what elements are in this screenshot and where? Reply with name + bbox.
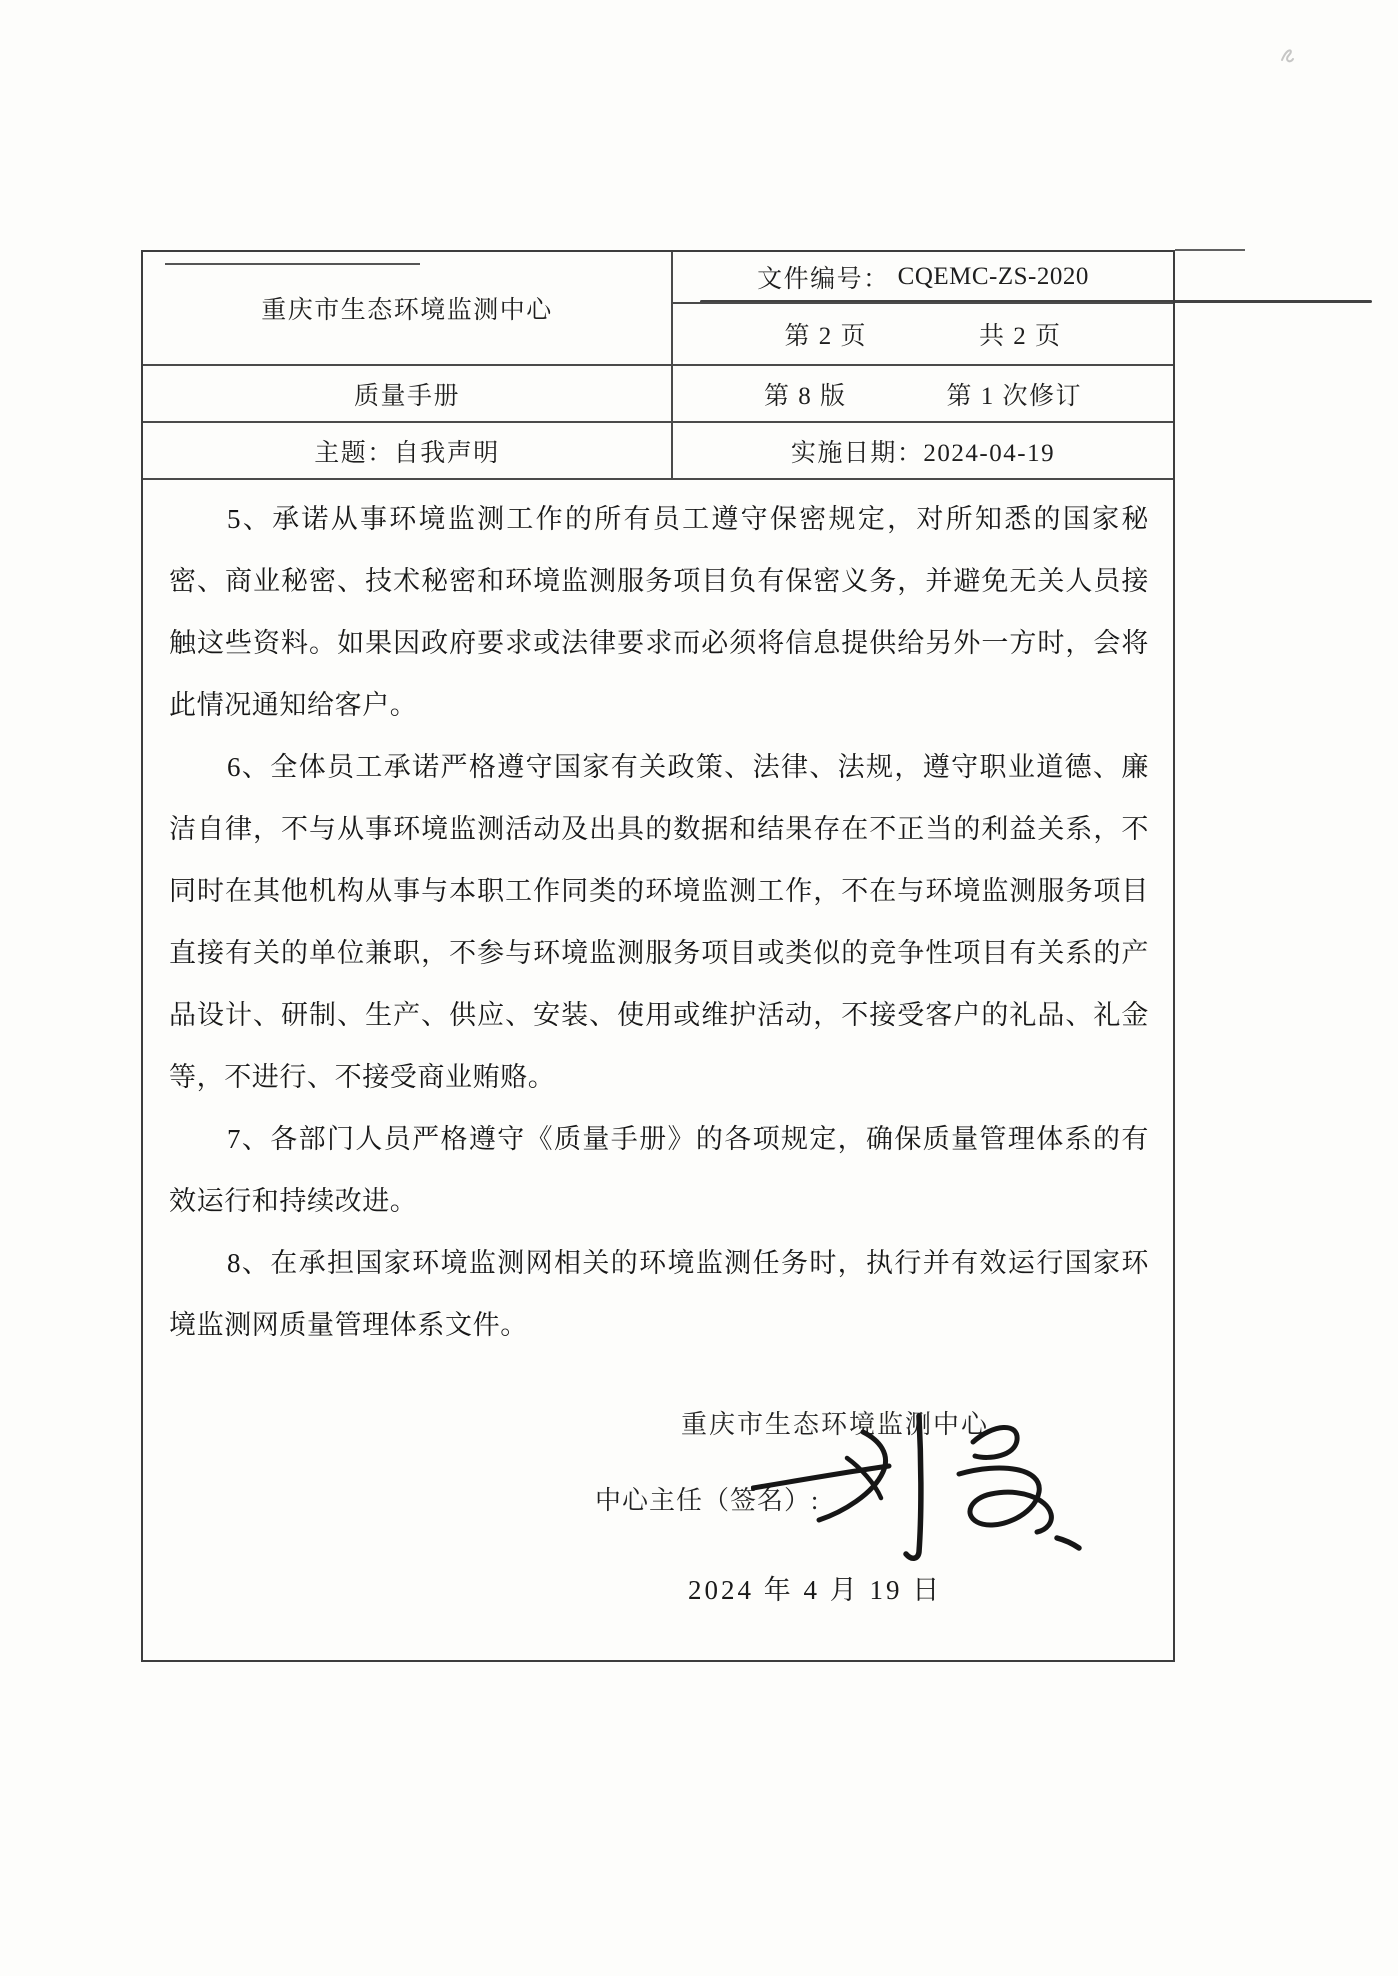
page-total: 共 2 页 (979, 323, 1062, 350)
signature-organization: 重庆市生态环境监测中心 (681, 1410, 990, 1439)
header-cell-file-number (673, 252, 1173, 304)
document-body (143, 480, 1173, 1356)
signature-date: 2024 年 4 月 19 日 (688, 1575, 943, 1605)
scan-line-artifact-top (1175, 249, 1245, 251)
impl-date-text: 实施日期：2024-04-19 (790, 439, 1056, 467)
page-current: 第 2 页 (784, 323, 867, 350)
paragraph-6: 6、全体员工承诺严格遵守国家有关政策、法律、法规，遵守职业道德、廉洁自律，不与从事环境监测活动及出具的数据和结果存在不正当的利益关系，不同时在其他机构从事与本职工作同类的环境监测工作，不在与环境监测服务项目直接有关的单位兼职，不参与环境监测服务项目或类似的竞争性项目有关系的产品设计、研制、生产、供应、安装、使用或维护活动，不接受客户的礼品、礼金等，不进行、不接受商业贿赂。 (169, 752, 1149, 1092)
header-table (143, 252, 1173, 480)
header-cell-impl-date (673, 423, 1173, 480)
doc-title: 质量手册 (353, 382, 460, 410)
signer-role-label: 中心主任（签名）: (595, 1486, 820, 1515)
header-cell-version (673, 366, 1173, 423)
header-cell-pages (673, 304, 1173, 366)
revision-number: 第 1 次修订 (946, 382, 1083, 410)
header-cell-organization (143, 252, 673, 366)
paragraph-8: 8、在承担国家环境监测网相关的环境监测任务时，执行并有效运行国家环境监测网质量管理体系文件。 (169, 1248, 1149, 1340)
header-cell-doc-title (143, 366, 673, 423)
paragraph-7: 7、各部门人员严格遵守《质量手册》的各项规定，确保质量管理体系的有效运行和持续改进。 (169, 1124, 1149, 1216)
paragraph-5: 5、承诺从事环境监测工作的所有员工遵守保密规定，对所知悉的国家秘密、商业秘密、技术秘密和环境监测服务项目负有保密义务，并避免无关人员接触这些资料。如果因政府要求或法律要求而必须将信息提供给另外一方时，会将此情况通知给客户。 (169, 504, 1149, 720)
file-number-value: CQEMC-ZS-2020 (897, 263, 1089, 290)
version-number: 第 8 版 (763, 382, 847, 410)
scan-smudge-artifact (1278, 42, 1296, 66)
file-number-label: 文件编号： (757, 266, 890, 293)
handwritten-signature (751, 1410, 1101, 1580)
subject-text: 主题：自我声明 (314, 439, 500, 467)
header-cell-subject (143, 423, 673, 480)
organization-name: 重庆市生态环境监测中心 (261, 297, 553, 324)
document-frame (141, 250, 1175, 1662)
